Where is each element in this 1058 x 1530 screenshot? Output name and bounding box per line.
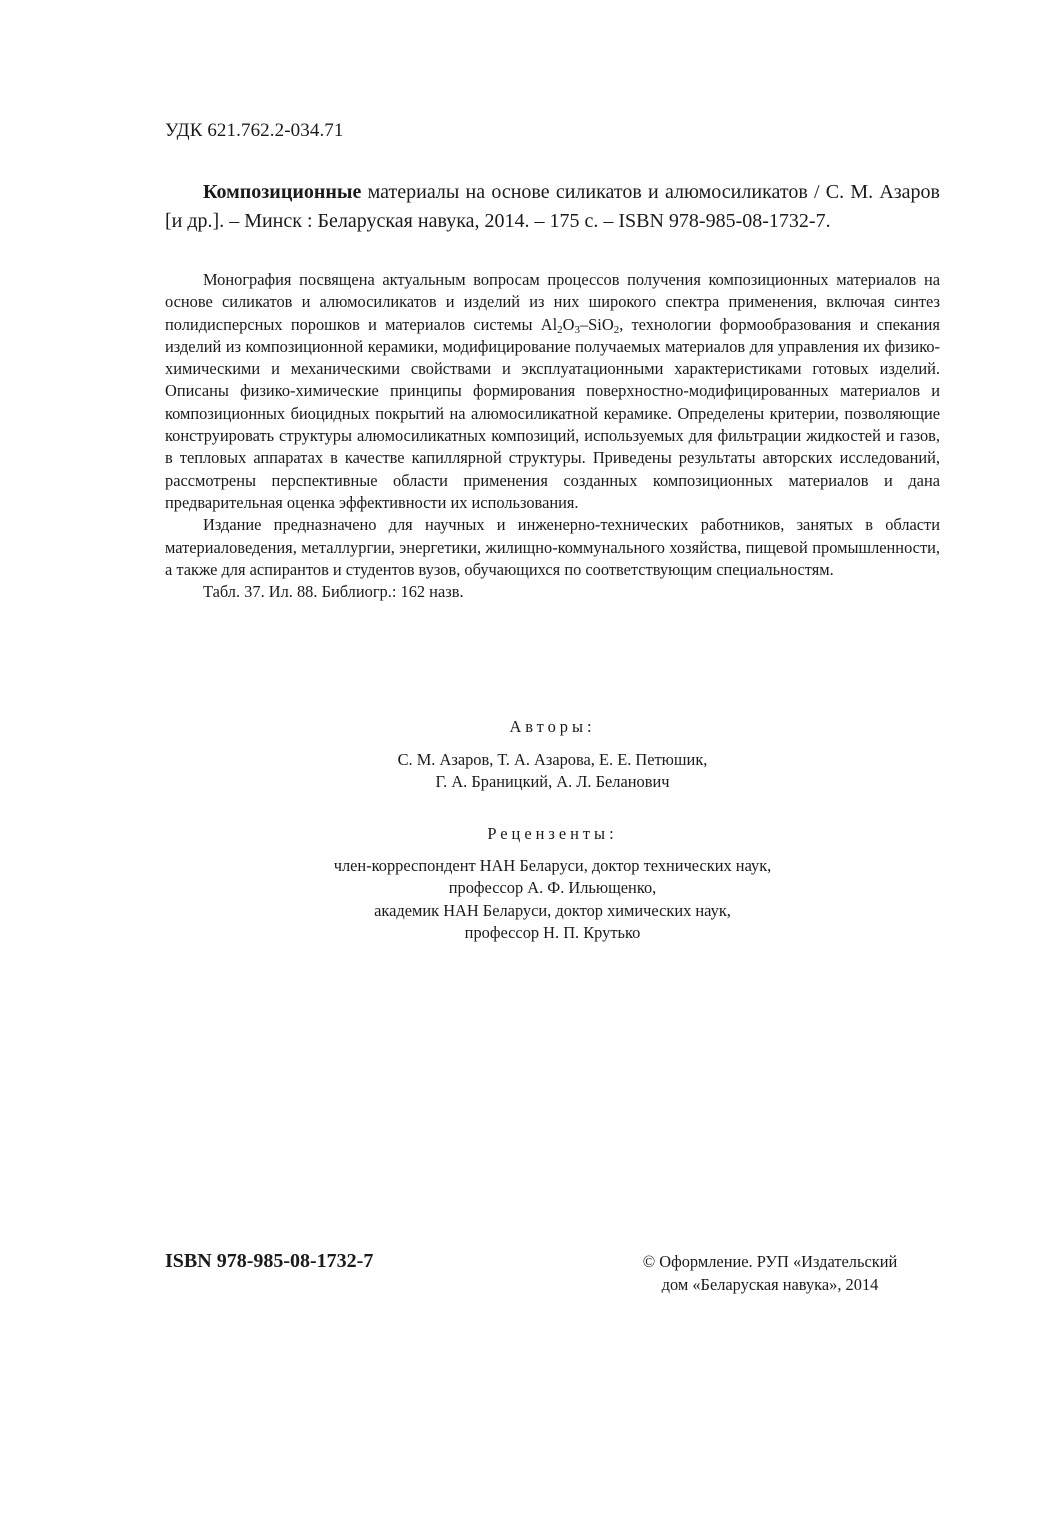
formula-part: O [562,314,575,334]
bibliographic-description [165,178,940,236]
authors-line-1: С. М. Азаров, Т. А. Азарова, Е. Е. Петюшик, [397,750,708,769]
authors-list [165,749,940,794]
authors-heading: Авторы: [509,717,596,736]
abstract-text-part-2: , технологии формообразования и спекания изделий из композиционной керамики, модифицирование получаемых материалов для управления их физико-химическими и механическими свойствами и эксплуатационными характеристиками готовых изделий. Описаны физико-химические принципы формирования поверхностно-модифицированных материалов и композиционных биоцидных покрытий на алюмосиликатной керамике. Определены критерии, позволяющие конструировать структуры алюмосиликатных композиций, используемых для фильтрации жидкостей и газов, в тепловых аппаратах в качестве капиллярной структуры. Приведены результаты авторских исследований, рассмотрены перспективные области применения созданных композиционных материалов и дана предварительная оценка эффективности их использования. [165,314,940,512]
subscript: 2 [613,323,620,336]
copyright-notice [600,1250,940,1296]
copyright-line-2: дом «Беларуская навука», 2014 [661,1275,879,1294]
abstract [165,269,940,603]
authors-line-2: Г. А. Браницкий, А. Л. Беланович [435,772,670,792]
subscript: 2 [557,323,563,336]
book-title-bold: Композиционные [203,181,362,203]
copyright-line-1: © Оформление. РУП «Издательский [642,1252,898,1271]
formula-part: –SiO [579,314,614,334]
abstract-text-part-1: Монография посвящена актуальным вопросам процессов получения композиционных материалов на основе силикатов и алюмосиликатов и изделий из них широкого спектра применения, включая синтез полидисперсных порошков и материалов системы Al [165,270,940,334]
abstract-paragraph-3: Табл. 37. Ил. 88. Библиогр.: 162 назв. [203,582,464,602]
reviewers-line-4: профессор Н. П. Крутько [464,922,641,942]
reviewers-line-3: академик НАН Беларуси, доктор химических наук, [374,900,731,920]
isbn: ISBN 978-985-08-1732-7 [165,1250,374,1272]
reviewers-list [165,855,940,944]
abstract-paragraph-1 [165,269,940,514]
abstract-paragraph-2: Издание предназначено для научных и инженерно-технических работников, занятых в области материаловедения, металлургии, энергетики, жилищно-коммунального хозяйства, пищевой промышленности, а также для аспирантов и студентов вузов, обучающихся по соответствующим специальностям. [165,515,940,579]
reviewers-heading: Рецензенты: [487,824,618,843]
subscript: 3 [574,323,580,336]
reviewers-line-2: профессор А. Ф. Ильющенко, [448,878,657,898]
reviewers-line-1: член-корреспондент НАН Беларуси, доктор технических наук, [333,856,772,875]
bibliographic-rest: материалы на основе силикатов и алюмосиликатов / С. М. Азаров [и др.]. – Минск : Беларуская навука, 2014. – 175 с. – ISBN 978-985-08-1732-7. [165,181,940,232]
udc-code: УДК 621.762.2-034.71 [165,120,344,141]
